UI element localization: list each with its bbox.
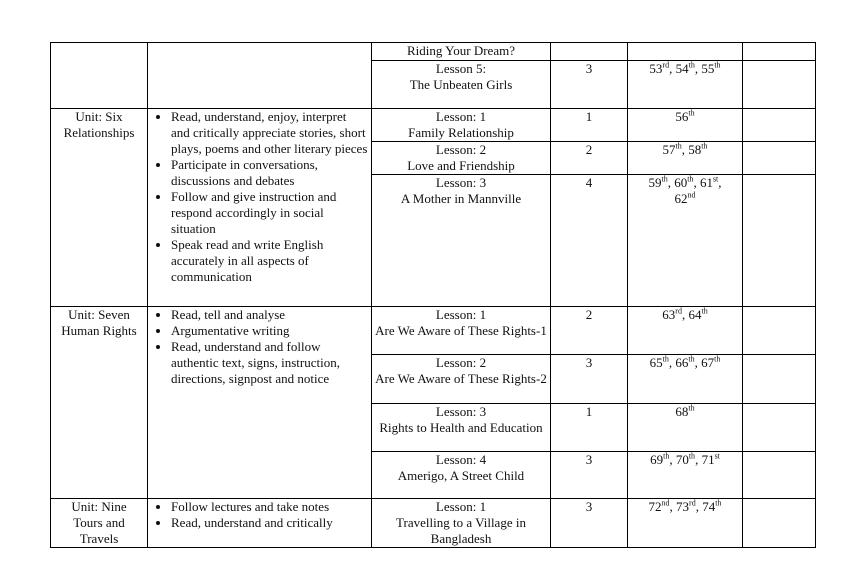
lesson-title: Riding Your Dream?: [407, 43, 515, 58]
ordinal-suffix: th: [688, 403, 695, 413]
class-number-cell: [628, 61, 743, 109]
ordinal-suffix: th: [701, 306, 708, 316]
lesson-cell: [372, 43, 551, 61]
lesson-title: Are We Aware of These Rights-1: [375, 323, 547, 338]
class-count: 1: [585, 404, 593, 419]
class-numbers: [631, 175, 739, 191]
remarks-cell: [743, 109, 816, 142]
ordinal-suffix: th: [715, 498, 722, 508]
class-numbers-continued: [631, 191, 739, 207]
lesson-cell: [372, 307, 551, 355]
class-count-cell: [551, 452, 628, 499]
class-number: , 70: [669, 452, 689, 467]
ordinal-suffix: th: [688, 108, 695, 118]
remarks-cell: [743, 404, 816, 452]
class-number-cell: [628, 499, 743, 548]
class-count: 2: [585, 142, 593, 157]
lesson-head: Lesson: 3: [435, 175, 487, 190]
unit-title: Unit: Six: [75, 109, 123, 124]
objectives-list: [151, 307, 368, 387]
class-number: 63: [662, 307, 676, 322]
class-count: 3: [585, 499, 593, 514]
ordinal-suffix: th: [662, 354, 669, 364]
lesson-title: Amerigo, A Street Child: [397, 468, 525, 483]
ordinal-suffix: nd: [661, 498, 670, 508]
unit-subtitle: Human Rights: [61, 323, 137, 338]
objective-item: • Participate in conversations, discussions and debates: [171, 157, 368, 189]
class-number-cell: [628, 307, 743, 355]
lesson-cell: [372, 109, 551, 142]
lesson-cell: [372, 175, 551, 307]
class-number-cell: [628, 142, 743, 175]
class-numbers: [662, 307, 707, 322]
lesson-head: Lesson: 1: [435, 109, 487, 124]
objectives-list: [151, 499, 368, 531]
class-numbers: [650, 452, 720, 467]
class-number: , 60: [667, 175, 688, 190]
class-count: 3: [585, 452, 593, 467]
remarks-cell: [743, 452, 816, 499]
table-row: [51, 307, 816, 355]
objectives-cell: [148, 109, 372, 307]
ordinal-suffix: rd: [689, 498, 696, 508]
class-count-cell: [551, 355, 628, 404]
lesson-title: Family Relationship: [408, 125, 514, 140]
lesson-title: Are We Aware of These Rights-2: [375, 371, 547, 386]
lesson-head: Lesson: 1: [435, 307, 487, 322]
ordinal-suffix: th: [675, 141, 682, 151]
class-number-cell: [628, 404, 743, 452]
table-row: [51, 499, 816, 548]
class-count-cell: [551, 109, 628, 142]
class-count-cell: [551, 404, 628, 452]
ordinal-suffix: th: [688, 354, 695, 364]
ordinal-suffix: th: [714, 354, 721, 364]
class-number: , 58: [681, 142, 702, 157]
class-number: 65: [649, 355, 663, 370]
class-number: 56: [675, 109, 689, 124]
class-count: 2: [585, 307, 593, 322]
unit-subtitle: Travels: [79, 531, 119, 546]
lesson-cell: [372, 499, 551, 548]
class-number-cell: [628, 109, 743, 142]
class-number-cell: [628, 175, 743, 307]
class-number: 69: [650, 452, 664, 467]
remarks-cell: [743, 499, 816, 548]
class-count-cell: [551, 61, 628, 109]
class-number: , 73: [669, 499, 690, 514]
unit-subtitle: Relationships: [63, 125, 135, 140]
unit-cell-empty: [51, 43, 148, 109]
table-row: [51, 43, 816, 61]
objective-item: • Follow lectures and take notes: [171, 499, 368, 515]
class-numbers: [675, 109, 694, 124]
syllabus-table: [50, 42, 816, 548]
remarks-cell: [743, 61, 816, 109]
remarks-cell: [743, 142, 816, 175]
remarks-cell: [743, 355, 816, 404]
ordinal-suffix: st: [714, 451, 720, 461]
lesson-cell: [372, 452, 551, 499]
remarks-cell: [743, 175, 816, 307]
class-numbers: [675, 404, 694, 419]
class-count: 1: [585, 109, 593, 124]
class-count-cell: [551, 142, 628, 175]
ordinal-suffix: th: [688, 451, 696, 461]
ordinal-suffix: th: [714, 60, 721, 70]
class-number: 68: [675, 404, 689, 419]
class-number: , 67: [694, 355, 715, 370]
class-count-cell: [551, 307, 628, 355]
unit-title: Unit: Nine: [71, 499, 127, 514]
objectives-cell-empty: [148, 43, 372, 109]
class-number: , 64: [681, 307, 702, 322]
lesson-cell: [372, 142, 551, 175]
class-count: 3: [585, 355, 593, 370]
unit-cell: [51, 109, 148, 307]
unit-title: Unit: Seven: [68, 307, 130, 322]
objective-item: • Speak read and write English accurately in all aspects of communication: [171, 237, 368, 285]
lesson-head: Lesson: 2: [435, 355, 487, 370]
unit-cell: [51, 499, 148, 548]
class-number: , 61: [693, 175, 713, 190]
objectives-cell: [148, 307, 372, 499]
lesson-title: Rights to Health and Education: [379, 420, 543, 435]
class-number: , 74: [695, 499, 716, 514]
class-numbers: [649, 61, 720, 76]
table-row: [51, 109, 816, 142]
remarks-cell: [743, 43, 816, 61]
lesson-head: Lesson: 4: [435, 452, 487, 467]
ordinal-suffix: th: [661, 174, 668, 184]
class-number-cell: [628, 452, 743, 499]
class-number: 72: [648, 499, 662, 514]
lesson-head: Lesson 5:: [435, 61, 487, 76]
class-number: , 55: [694, 61, 715, 76]
lesson-title: Travelling to a Village in Bangladesh: [396, 515, 526, 546]
lesson-cell: [372, 61, 551, 109]
class-number: , 66: [668, 355, 689, 370]
ordinal-suffix: st: [712, 174, 719, 184]
objectives-cell: [148, 499, 372, 548]
objective-item: • Read, understand, enjoy, interpret and critically appreciate stories, short plays, poems and other literary pieces: [171, 109, 368, 157]
class-number-cell: [628, 355, 743, 404]
objective-item: • Read, tell and analyse: [171, 307, 368, 323]
class-numbers: [663, 142, 708, 157]
class-numbers: [650, 355, 721, 370]
lesson-title: Love and Friendship: [407, 158, 515, 173]
ordinal-suffix: nd: [687, 190, 696, 200]
class-number: 57: [662, 142, 676, 157]
ordinal-suffix: th: [687, 174, 694, 184]
ordinal-suffix: th: [701, 141, 708, 151]
ordinal-suffix: th: [688, 60, 695, 70]
objective-item: • Follow and give instruction and respond accordingly in social situation: [171, 189, 368, 237]
class-numbers: [649, 499, 722, 514]
class-number: ,: [718, 175, 722, 190]
lesson-head: Lesson: 2: [435, 142, 487, 157]
ordinal-suffix: rd: [662, 60, 670, 70]
class-number: 53: [649, 61, 663, 76]
class-count-cell: [551, 499, 628, 548]
lesson-head: Lesson: 1: [435, 499, 487, 514]
class-number: , 54: [669, 61, 689, 76]
objectives-list: [151, 109, 368, 285]
class-count: 3: [585, 61, 593, 76]
lesson-title: A Mother in Mannville: [400, 191, 522, 206]
ordinal-suffix: rd: [675, 306, 682, 316]
remarks-cell: [743, 307, 816, 355]
lesson-cell: [372, 355, 551, 404]
lesson-cell: [372, 404, 551, 452]
objective-item: • Argumentative writing: [171, 323, 368, 339]
class-number: 59: [648, 175, 662, 190]
unit-cell: [51, 307, 148, 499]
class-number: 62: [674, 191, 688, 206]
ordinal-suffix: th: [663, 451, 670, 461]
objective-item: • Read, understand and critically: [171, 515, 368, 531]
lesson-head: Lesson: 3: [435, 404, 487, 419]
class-number-cell: [628, 43, 743, 61]
unit-subtitle: Tours and: [73, 515, 125, 530]
class-count-cell: [551, 175, 628, 307]
objective-item: • Read, understand and follow authentic text, signs, instruction, directions, signpost and notice: [171, 339, 368, 387]
class-count: 4: [585, 175, 593, 190]
class-count-cell: [551, 43, 628, 61]
class-number: , 71: [695, 452, 715, 467]
lesson-title: The Unbeaten Girls: [409, 77, 513, 92]
